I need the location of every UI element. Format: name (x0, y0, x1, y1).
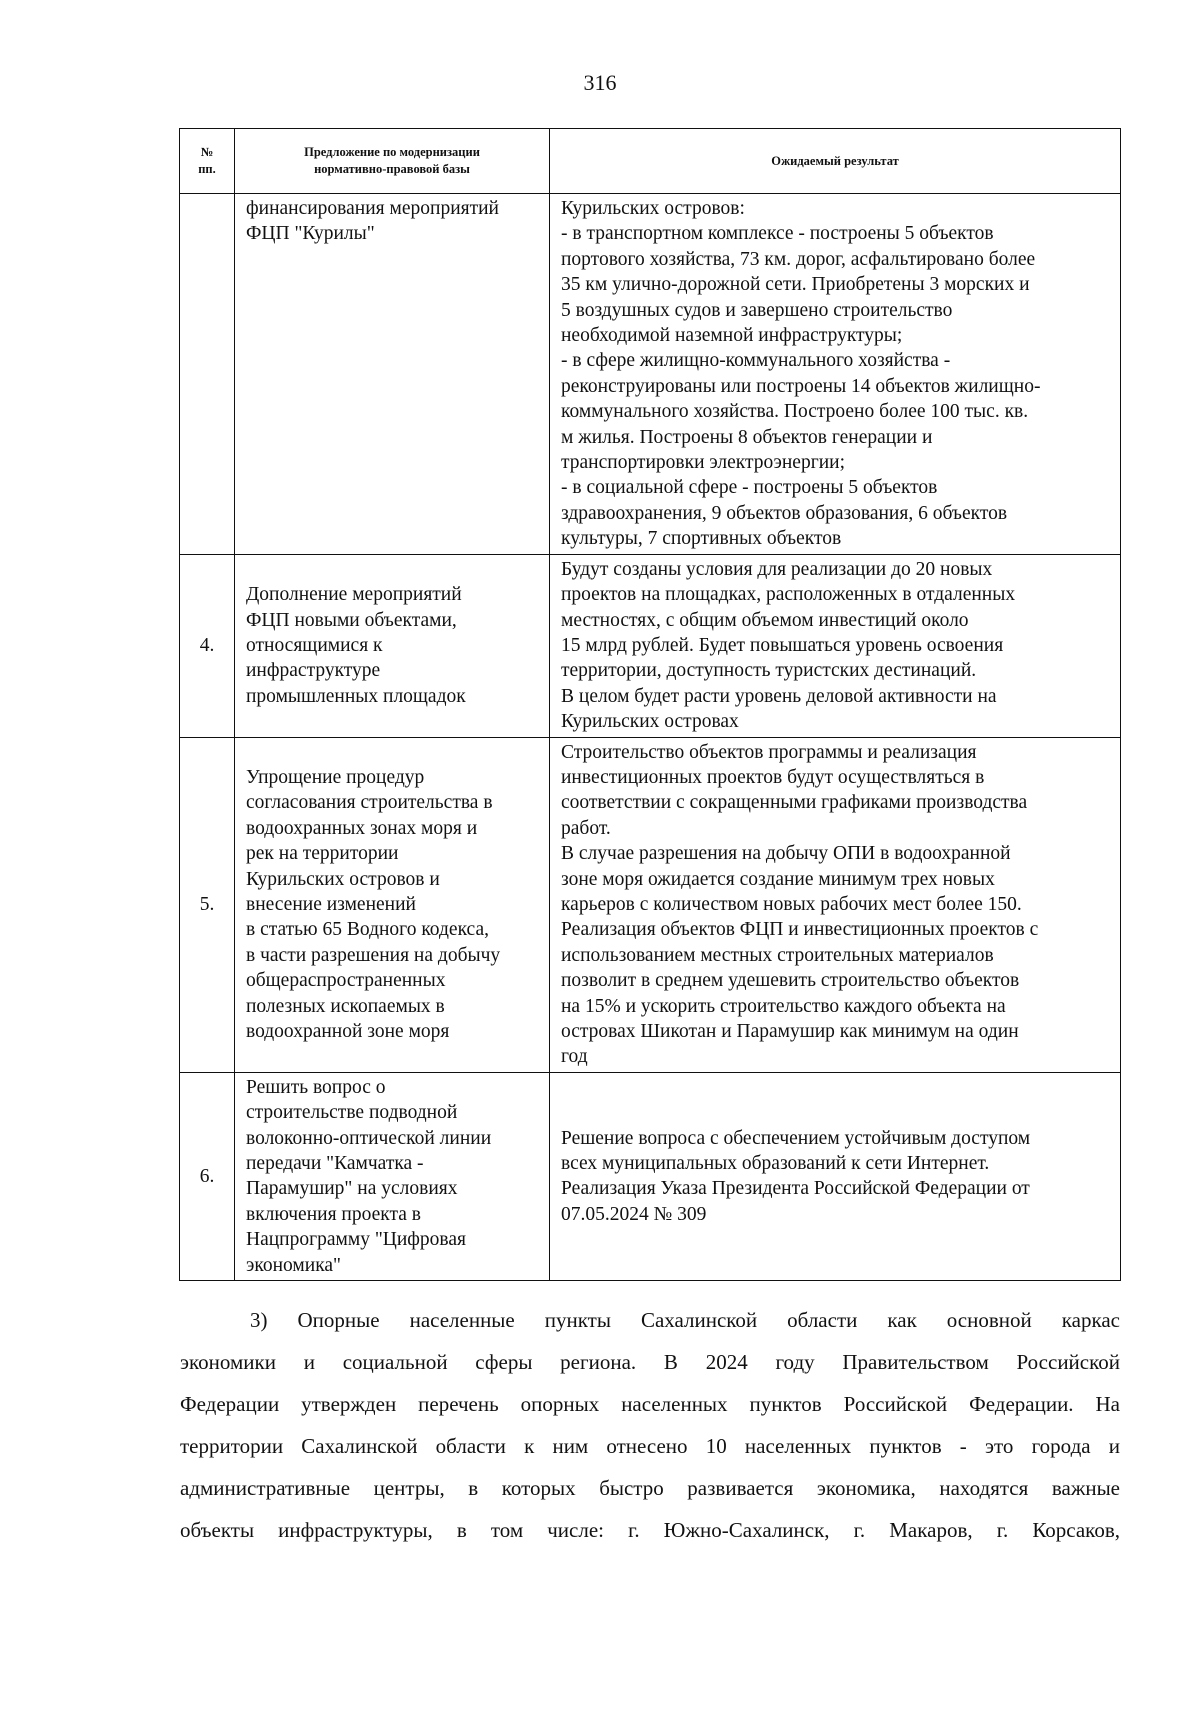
header-proposal: Предложение по модернизации нормативно-правовой базы (235, 129, 550, 194)
table-row (180, 554, 1121, 737)
row-result: Решение вопроса с обеспечением устойчивым доступом всех муниципальных образований к сети Интернет. Реализация Указа Президента Российской Федерации от 07.05.2024 № 309 (550, 1072, 1121, 1280)
proposals-table (179, 128, 1121, 1281)
table-row (180, 194, 1121, 555)
row-proposal: финансирования мероприятий ФЦП "Курилы" (235, 194, 550, 555)
row-number: 5. (180, 737, 235, 1072)
row-result: Строительство объектов программы и реализация инвестиционных проектов будут осуществляться в соответствии с сокращенными графиками производства работ. В случае разрешения на добычу ОПИ в водоохранной зоне моря ожидается создание минимум трех новых карьеров с количеством новых рабочих мест более 150. Реализация объектов ФЦП и инвестиционных проектов с использованием местных строительных материалов позволит в среднем удешевить строительство объектов на 15% и ускорить строительство каждого объекта на островах Шикотан и Парамушир как минимум на один год (550, 737, 1121, 1072)
row-number (180, 194, 235, 555)
table-row (180, 737, 1121, 1072)
row-result: Курильских островов: - в транспортном комплексе - построены 5 объектов портового хозяйства, 73 км. дорог, асфальтировано более 35 км улично-дорожной сети. Приобретены 3 морских и 5 воздушных судов и завершено строительство необходимой наземной инфраструктуры; - в сфере жилищно-коммунального хозяйства - реконструированы или построены 14 объектов жилищно- коммунального хозяйства. Построено более 100 тыс. кв. м жилья. Построены 8 объектов генерации и транспортировки электроэнергии; - в социальной сфере - построены 5 объектов здравоохранения, 9 объектов образования, 6 объектов культуры, 7 спортивных объектов (550, 194, 1121, 555)
paragraph-line: объекты инфраструктуры, в том числе: г. Южно-Сахалинск, г. Макаров, г. Корсаков, (180, 1518, 1120, 1542)
row-proposal: Дополнение мероприятий ФЦП новыми объектами, относящимися к инфраструктуре промышленных площадок (235, 554, 550, 737)
row-proposal: Упрощение процедур согласования строительства в водоохранных зонах моря и рек на территории Курильских островов и внесение изменений в статью 65 Водного кодекса, в части разрешения на добычу общераспространенных полезных ископаемых в водоохранной зоне моря (235, 737, 550, 1072)
paragraph-line: административные центры, в которых быстро развивается экономика, находятся важные (180, 1476, 1120, 1500)
row-result: Будут созданы условия для реализации до 20 новых проектов на площадках, расположенных в отдаленных местностях, с общим объемом инвестиций около 15 млрд рублей. Будет повышаться уровень освоения территории, доступность туристских дестинаций. В целом будет расти уровень деловой активности на Курильских островах (550, 554, 1121, 737)
header-num: № пп. (180, 129, 235, 194)
paragraph-line: территории Сахалинской области к ним отнесено 10 населенных пунктов - это города и (180, 1434, 1120, 1458)
row-proposal: Решить вопрос о строительстве подводной волоконно-оптической линии передачи "Камчатка - Парамушир" на условиях включения проекта в Нацпрограмму "Цифровая экономика" (235, 1072, 550, 1280)
table-header-row (180, 129, 1121, 194)
paragraph-line: Федерации утвержден перечень опорных населенных пунктов Российской Федерации. На (180, 1392, 1120, 1416)
row-number: 6. (180, 1072, 235, 1280)
table-row (180, 1072, 1121, 1280)
header-result: Ожидаемый результат (550, 129, 1121, 194)
paragraph-line: 3) Опорные населенные пункты Сахалинской области как основной каркас (250, 1308, 1120, 1332)
paragraph-line: экономики и социальной сферы региона. В 2024 году Правительством Российской (180, 1350, 1120, 1374)
row-number: 4. (180, 554, 235, 737)
page-number: 316 (583, 70, 617, 95)
